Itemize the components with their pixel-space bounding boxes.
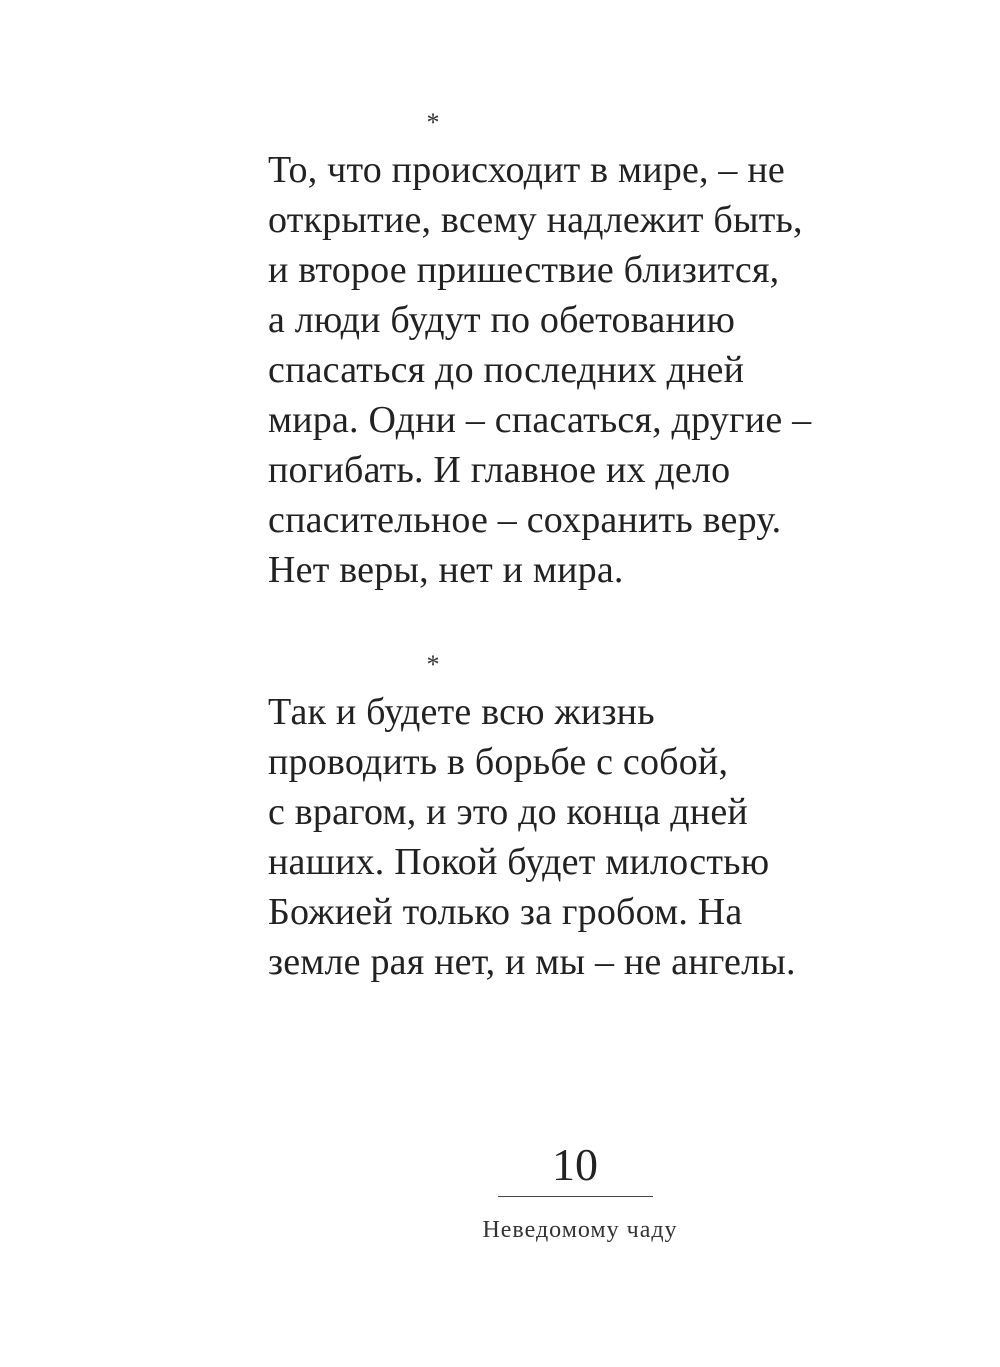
- text-section-1: [268, 145, 888, 595]
- running-title: Неведомому чаду: [482, 1217, 678, 1243]
- text-line: спасительное – сохранить веру.: [268, 499, 782, 541]
- text-line: То, что происходит в мире, – не: [268, 149, 785, 191]
- footer-divider: [498, 1196, 653, 1197]
- section-separator: *: [426, 108, 440, 137]
- text-line: Так и будете всю жизнь: [268, 691, 655, 733]
- text-line: наших. Покой будет милостью: [268, 841, 770, 883]
- text-section-2: [268, 687, 888, 987]
- text-line: мира. Одни – спасаться, другие –: [268, 399, 812, 441]
- text-line: проводить в борьбе с собой,: [268, 741, 729, 783]
- section-separator: *: [426, 650, 440, 679]
- page-number: 10: [552, 1139, 598, 1190]
- text-line: Божией только за гробом. На: [268, 891, 743, 933]
- text-line: открытие, всему надлежит быть,: [268, 199, 803, 241]
- text-line: спасаться до последних дней: [268, 349, 745, 391]
- text-line: Нет веры, нет и мира.: [268, 549, 624, 591]
- text-line: а люди будут по обетованию: [268, 299, 736, 341]
- text-line: с врагом, и это до конца дней: [268, 791, 748, 833]
- page-footer: [495, 1140, 655, 1197]
- text-line: погибать. И главное их дело: [268, 449, 731, 491]
- text-line: земле рая нет, и мы – не ангелы.: [268, 941, 796, 983]
- text-line: и второе пришествие близится,: [268, 249, 780, 291]
